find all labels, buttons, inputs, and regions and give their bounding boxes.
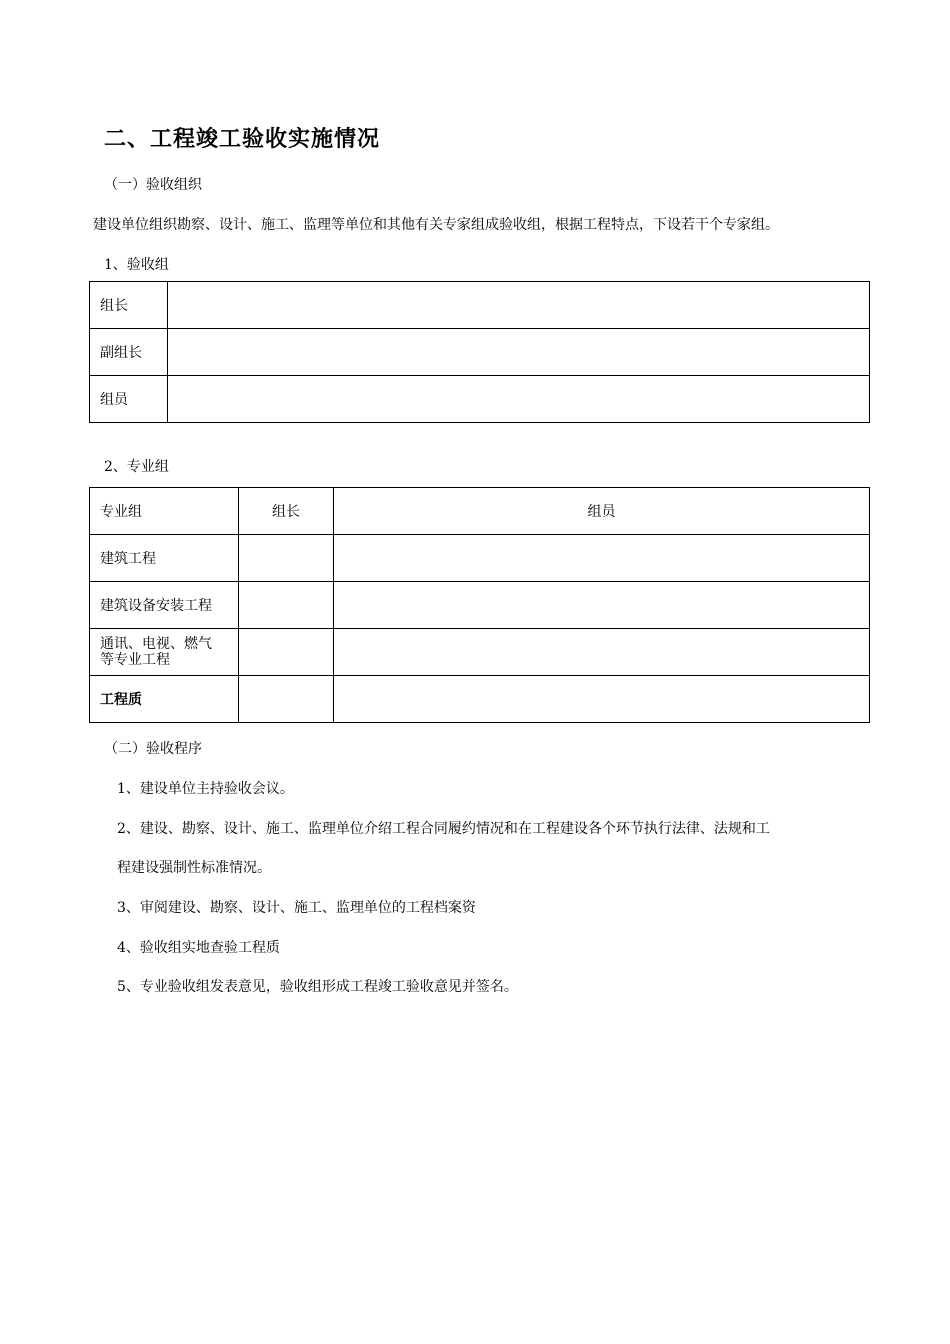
table-row	[90, 676, 870, 723]
table-row	[90, 629, 870, 676]
members-cell[interactable]	[334, 629, 870, 676]
group-name-cell: 工程质	[90, 676, 239, 723]
table-row	[90, 282, 870, 329]
members-cell[interactable]	[334, 535, 870, 582]
subheading-professional-group: 2、专业组	[104, 459, 169, 475]
leader-cell[interactable]	[239, 535, 334, 582]
column-header-group: 专业组	[90, 488, 239, 535]
procedure-step: 4、验收组实地查验工程质	[117, 940, 280, 956]
leader-cell[interactable]	[239, 676, 334, 723]
table-row	[90, 376, 870, 423]
column-header-members: 组员	[334, 488, 870, 535]
procedure-step-continuation: 程建设强制性标准情况。	[117, 860, 271, 876]
leader-cell[interactable]	[239, 582, 334, 629]
row-label-members: 组员	[90, 376, 168, 423]
section-heading-procedure: （二）验收程序	[104, 741, 202, 757]
table-row	[90, 535, 870, 582]
column-header-leader: 组长	[239, 488, 334, 535]
table-row	[90, 582, 870, 629]
group-name-cell: 建筑设备安装工程	[90, 582, 239, 629]
page-title: 二、工程竣工验收实施情况	[104, 127, 381, 152]
professional-group-table	[89, 487, 870, 723]
group-name-line1: 通讯、电视、燃气	[100, 636, 212, 652]
procedure-step: 3、审阅建设、勘察、设计、施工、监理单位的工程档案资	[117, 900, 476, 916]
members-cell[interactable]	[334, 676, 870, 723]
input-cell-leader[interactable]	[168, 282, 870, 329]
section-heading-organization: （一）验收组织	[104, 177, 202, 193]
acceptance-group-table	[89, 281, 870, 423]
group-name-cell: 建筑工程	[90, 535, 239, 582]
input-cell-members[interactable]	[168, 376, 870, 423]
table-row	[90, 329, 870, 376]
group-name-cell	[90, 629, 239, 676]
group-name-line2: 等专业工程	[100, 652, 170, 668]
procedure-step: 2、建设、勘察、设计、施工、监理单位介绍工程合同履约情况和在工程建设各个环节执行法律、法规和工	[117, 821, 770, 837]
intro-paragraph: 建设单位组织勘察、设计、施工、监理等单位和其他有关专家组成验收组，根据工程特点，下设若干个专家组。	[93, 217, 779, 233]
leader-cell[interactable]	[239, 629, 334, 676]
subheading-acceptance-group: 1、验收组	[104, 257, 169, 273]
row-label-leader: 组长	[90, 282, 168, 329]
input-cell-deputy-leader[interactable]	[168, 329, 870, 376]
procedure-step: 5、专业验收组发表意见，验收组形成工程竣工验收意见并签名。	[117, 979, 518, 995]
members-cell[interactable]	[334, 582, 870, 629]
procedure-step: 1、建设单位主持验收会议。	[117, 781, 294, 797]
row-label-deputy-leader: 副组长	[90, 329, 168, 376]
table-header-row	[90, 488, 870, 535]
